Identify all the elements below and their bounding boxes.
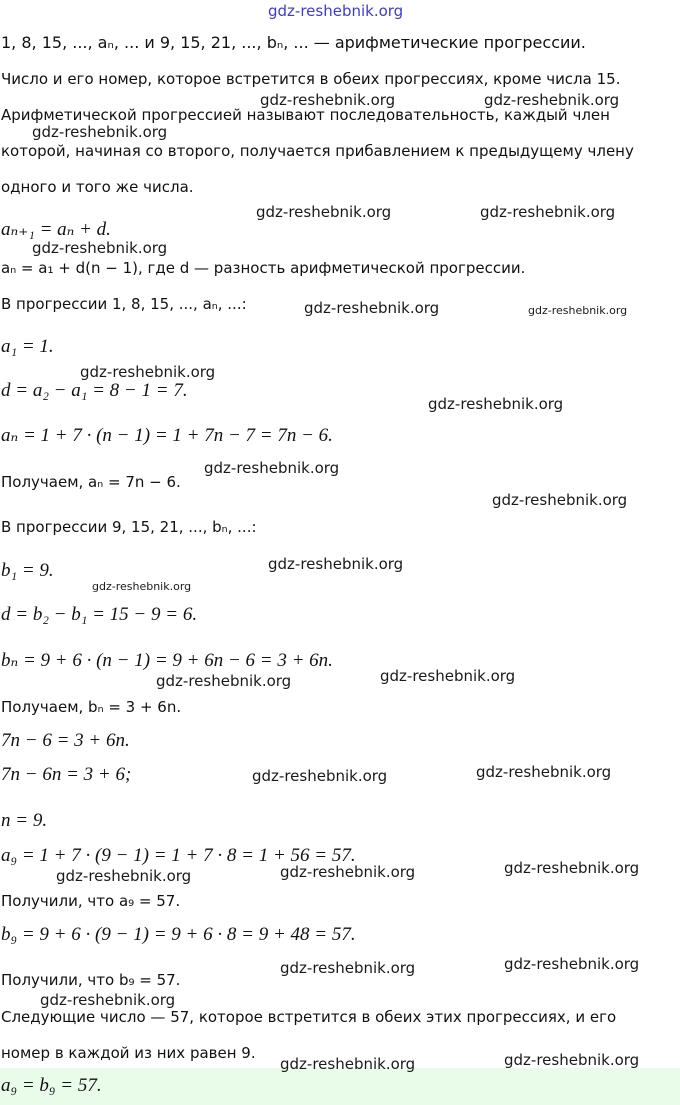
b9-result: Получили, что b₉ = 57. xyxy=(1,971,181,989)
watermark: gdz-reshebnik.org xyxy=(280,863,416,881)
watermark: gdz-reshebnik.org xyxy=(92,580,192,593)
conclusion-line-2: номер в каждой из них равен 9. xyxy=(1,1044,256,1062)
watermark: gdz-reshebnik.org xyxy=(256,203,392,221)
watermark: gdz-reshebnik.org xyxy=(504,1051,640,1069)
header-watermark[interactable]: gdz-reshebnik.org xyxy=(268,2,404,20)
watermark: gdz-reshebnik.org xyxy=(268,555,404,573)
watermark: gdz-reshebnik.org xyxy=(280,959,416,977)
watermark: gdz-reshebnik.org xyxy=(260,91,396,109)
an-result: Получаем, aₙ = 7n − 6. xyxy=(1,473,181,491)
b9-calculation: b₉ = 9 + 6 · (9 − 1) = 9 + 6 · 8 = 9 + 48 = 57. xyxy=(1,924,356,945)
watermark: gdz-reshebnik.org xyxy=(428,395,564,413)
watermark: gdz-reshebnik.org xyxy=(32,123,168,141)
difference-b: d = b₂ − b₁ = 15 − 9 = 6. xyxy=(1,604,198,625)
watermark: gdz-reshebnik.org xyxy=(304,299,440,317)
task-line-2: Число и его номер, которое встретится в обеих прогрессиях, кроме числа 15. xyxy=(1,70,621,88)
b1-value: b₁ = 9. xyxy=(1,560,54,581)
a9-result: Получили, что a₉ = 57. xyxy=(1,892,181,910)
progression-b-heading: В прогрессии 9, 15, 21, ..., bₙ, ...: xyxy=(1,518,257,536)
watermark: gdz-reshebnik.org xyxy=(156,672,292,690)
definition-line-1: Арифметической прогрессией называют последовательность, каждый член xyxy=(1,106,610,124)
watermark: gdz-reshebnik.org xyxy=(56,867,192,885)
task-line-1: 1, 8, 15, ..., aₙ, ... и 9, 15, 21, ..., bₙ, ... — арифметические прогрессии. xyxy=(1,33,586,52)
watermark: gdz-reshebnik.org xyxy=(504,955,640,973)
equation-1: 7n − 6 = 3 + 6n. xyxy=(1,730,130,751)
progression-a-heading: В прогрессии 1, 8, 15, ..., aₙ, ...: xyxy=(1,295,247,313)
watermark: gdz-reshebnik.org xyxy=(528,304,628,317)
n-value: n = 9. xyxy=(1,810,48,831)
answer-text: a₉ = b₉ = 57. xyxy=(1,1075,102,1096)
watermark: gdz-reshebnik.org xyxy=(484,91,620,109)
watermark: gdz-reshebnik.org xyxy=(280,1055,416,1073)
bn-derivation: bₙ = 9 + 6 · (n − 1) = 9 + 6n − 6 = 3 + 6n. xyxy=(1,650,333,671)
watermark: gdz-reshebnik.org xyxy=(480,203,616,221)
equation-2: 7n − 6n = 3 + 6; xyxy=(1,764,132,785)
bn-result: Получаем, bₙ = 3 + 6n. xyxy=(1,698,182,716)
watermark: gdz-reshebnik.org xyxy=(380,667,516,685)
formula-nth-term: aₙ = a₁ + d(n − 1), где d — разность арифметической прогрессии. xyxy=(1,259,526,277)
watermark: gdz-reshebnik.org xyxy=(204,459,340,477)
watermark: gdz-reshebnik.org xyxy=(504,859,640,877)
watermark: gdz-reshebnik.org xyxy=(492,491,628,509)
a9-calculation: a₉ = 1 + 7 · (9 − 1) = 1 + 7 · 8 = 1 + 56 = 57. xyxy=(1,845,356,866)
definition-line-3: одного и того же числа. xyxy=(1,178,194,196)
formula-recurrence: aₙ₊₁ = aₙ + d. xyxy=(1,219,111,240)
watermark: gdz-reshebnik.org xyxy=(80,363,216,381)
difference-a: d = a₂ − a₁ = 8 − 1 = 7. xyxy=(1,380,188,401)
watermark: gdz-reshebnik.org xyxy=(476,763,612,781)
definition-line-2: которой, начиная со второго, получается прибавлением к предыдущему члену xyxy=(1,142,634,160)
watermark: gdz-reshebnik.org xyxy=(32,239,168,257)
answer-box xyxy=(0,1068,680,1105)
conclusion-line-1: Следующие число — 57, которое встретится в обеих этих прогрессиях, и его xyxy=(1,1008,617,1026)
watermark: gdz-reshebnik.org xyxy=(252,767,388,785)
a1-value: a₁ = 1. xyxy=(1,336,54,357)
watermark: gdz-reshebnik.org xyxy=(40,991,176,1009)
an-derivation: aₙ = 1 + 7 · (n − 1) = 1 + 7n − 7 = 7n − 6. xyxy=(1,425,333,446)
